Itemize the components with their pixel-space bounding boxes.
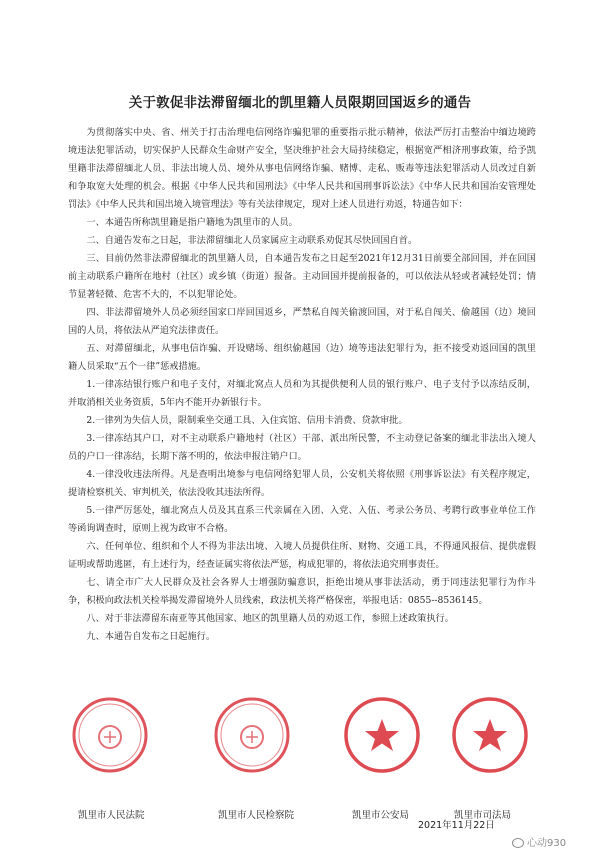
clause-paragraph: 一、本通告所称凯里籍是指户籍地为凯里市的人员。: [86, 217, 298, 228]
notice-title: 关于敦促非法滞留缅北的凯里籍人员限期回国返乡的通告: [128, 95, 472, 111]
sub-clause-paragraph: 2.一律列为失信人员，限制乘坐交通工具、入住宾馆、信用卡消费、贷款审批。: [86, 415, 408, 426]
sub-clause-paragraph: 5.一律严厉惩处，缅北窝点人员及其直系三代亲属在入团、入党、入伍、考录公务员、考聘行政事业单位工作等函询调查时，原则上视为政审不合格。: [68, 505, 536, 534]
signatory-label: 凯里市人民检察院: [218, 810, 295, 821]
signatory-label: 凯里市司法局: [454, 810, 512, 821]
clause-paragraph: 六、任何单位、组织和个人不得为非法出境、入境人员提供住所、财物、交通工具，不得通风报信、提供虚假证明或帮助逃匿，有上述行为，经查证属实将依法严惩，构成犯罪的，将依法追究刑事责任。: [68, 541, 536, 570]
clause-paragraph: 七、请全市广大人民群众及社会各界人士增强防骗意识，拒绝出境从事非法活动，勇于同违法犯罪行为作斗争，积极向政法机关检举揭发滞留境外人员线索，政法机关将严格保密，举报电话：0855--8536145。: [68, 577, 536, 606]
watermark-text: 心动930: [527, 838, 567, 849]
sub-clause-paragraph: 4.一律没收违法所得。凡是查明出境参与电信网络犯罪人员，公安机关将依照《刑事诉讼法》有关程序规定，提请检察机关、审判机关，依法没收其违法所得。: [68, 469, 536, 498]
signatory-label: 凯里市公安局: [352, 810, 410, 821]
sub-clause-paragraph: 3.一律冻结其户口，对不主动联系户籍地村（社区）干部、派出所民警，不主动登记备案的缅北非法出入境人员的户口一律冻结，长期下落不明的，依法申报注销户口。: [68, 433, 536, 462]
clause-paragraph: 九、本通告自发布之日起施行。: [86, 631, 216, 642]
court-seal-icon: [70, 695, 150, 775]
clause-paragraph: 二、自通告发布之日起，非法滞留缅北人员家属应主动联系劝促其尽快回国自首。: [86, 235, 418, 246]
police-seal-icon: [342, 695, 422, 775]
clause-paragraph: 八、对于非法滞留东南亚等其他国家、地区的凯里籍人员的劝返工作，参照上述政策执行。: [86, 613, 454, 624]
clause-paragraph: 五、对滞留缅北，从事电信诈骗、开设赌场、组织偷越国（边）境等违法犯罪行为，拒不接受劝返回国的凯里籍人员采取“五个一律”惩戒措施。: [68, 343, 536, 372]
wechat-icon: [512, 838, 524, 848]
signature-seals: [70, 695, 540, 825]
justice-bureau-seal-icon: [450, 695, 530, 775]
intro-paragraph: 为贯彻落实中央、省、州关于打击治理电信网络诈骗犯罪的重要指示批示精神，依法严厉打击整治中缅边境跨境违法犯罪活动，切实保护人民群众生命财产安全，坚决维护社会大局持续稳定，根据宽严相济刑事政策，给予凯里籍非法滞留缅北人员、非法出境人员、境外从事电信网络诈骗、赌博、走私、贩毒等违法犯罪活动人员改过自新和争取宽大处理的机会。根据《中华人民共和国刑法》《中华人民共和国刑事诉讼法》《中华人民共和国治安管理处罚法》《中华人民共和国出境入境管理法》等有关法律规定，现对上述人员进行劝返，特通告如下：: [68, 127, 536, 210]
issue-date: 2021年11月22日: [418, 820, 495, 831]
notice-body: [68, 124, 536, 646]
sub-clause-paragraph: 1.一律冻结银行账户和电子支付，对缅北窝点人员和为其提供便利人员的银行账户、电子支付予以冻结反制，并取消相关业务资质，5年内不能开办新银行卡。: [68, 379, 536, 408]
signatory-label: 凯里市人民法院: [78, 810, 145, 821]
procuratorate-seal-icon: [212, 695, 292, 775]
watermark: [512, 834, 566, 849]
clause-paragraph: 三、目前仍然非法滞留缅北的凯里籍人员，自本通告发布之日起至2021年12月31日前要全部回国，并在回国前主动联系户籍所在地村（社区）或乡镇（街道）报备。主动回国并提前报备的，可以依法从轻或者减轻处罚；情节显著轻微、危害不大的，不以犯罪论处。: [68, 253, 536, 300]
clause-paragraph: 四、非法滞留境外人员必须经国家口岸回国返乡，严禁私自闯关偷渡回国，对于私自闯关、偷越国（边）境回国的人员，将依法从严追究法律责任。: [68, 307, 536, 336]
